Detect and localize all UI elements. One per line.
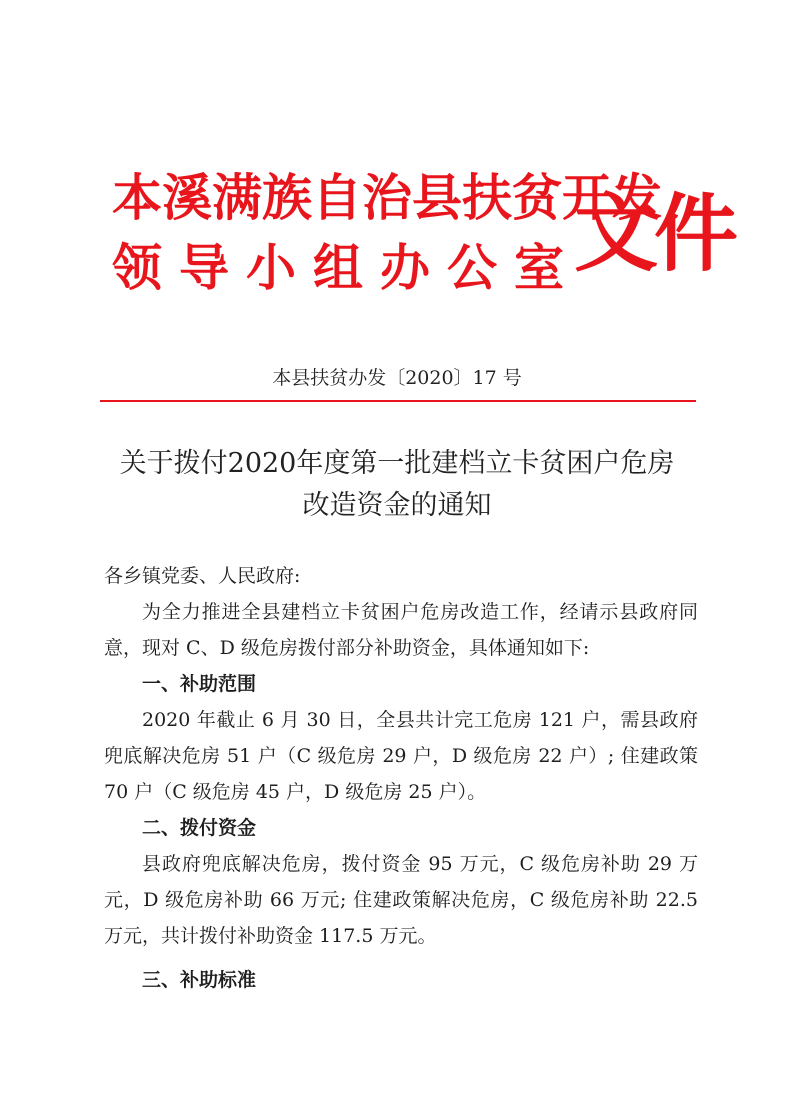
header-divider	[100, 400, 696, 402]
section-heading: 一、补助范围	[142, 673, 257, 695]
org-line2-char: 导	[179, 239, 229, 297]
doc-type-label: 文件	[574, 185, 735, 283]
title-line2: 改造资金的通知	[302, 490, 492, 521]
org-line2-char: 公	[447, 239, 497, 297]
org-line2-char: 组	[313, 239, 363, 297]
org-name-line1: 本溪满族自治县扶贫开发	[112, 169, 662, 227]
org-line2-char: 室	[514, 239, 564, 297]
intro-paragraph: 为全力推进全县建档立卡贫困户危房改造工作，经请示县政府同意，现对 C、D 级危房拨付部分补助资金，具体通知如下:	[104, 601, 698, 659]
section-content: 2020 年截止 6 月 30 日，全县共计完工危房 121 户，需县政府兜底解决危房 51 户（C 级危房 29 户，D 级危房 22 户）; 住建政策 70 户（C 级危房 45 户，D 级危房 25 户）。	[104, 709, 698, 803]
document-title	[80, 443, 714, 527]
document-body	[104, 558, 698, 998]
org-line2-char: 领	[112, 239, 162, 297]
org-line2-char: 小	[246, 239, 296, 297]
org-name-line2	[112, 238, 564, 298]
title-line1: 关于拨付2020年度第一批建档立卡贫困户危房	[119, 448, 675, 479]
addressee: 各乡镇党委、人民政府:	[104, 565, 301, 587]
section-heading: 二、拨付资金	[142, 817, 257, 839]
org-line2-char: 办	[380, 239, 430, 297]
document-number: 本县扶贫办发〔2020〕17 号	[272, 367, 522, 389]
section-heading: 三、补助标准	[142, 969, 257, 991]
section-content: 县政府兜底解决危房，拨付资金 95 万元，C 级危房补助 29 万元，D 级危房补助 66 万元; 住建政策解决危房，C 级危房补助 22.5 万元，共计拨付补助资金 117.5 万元。	[104, 853, 698, 947]
